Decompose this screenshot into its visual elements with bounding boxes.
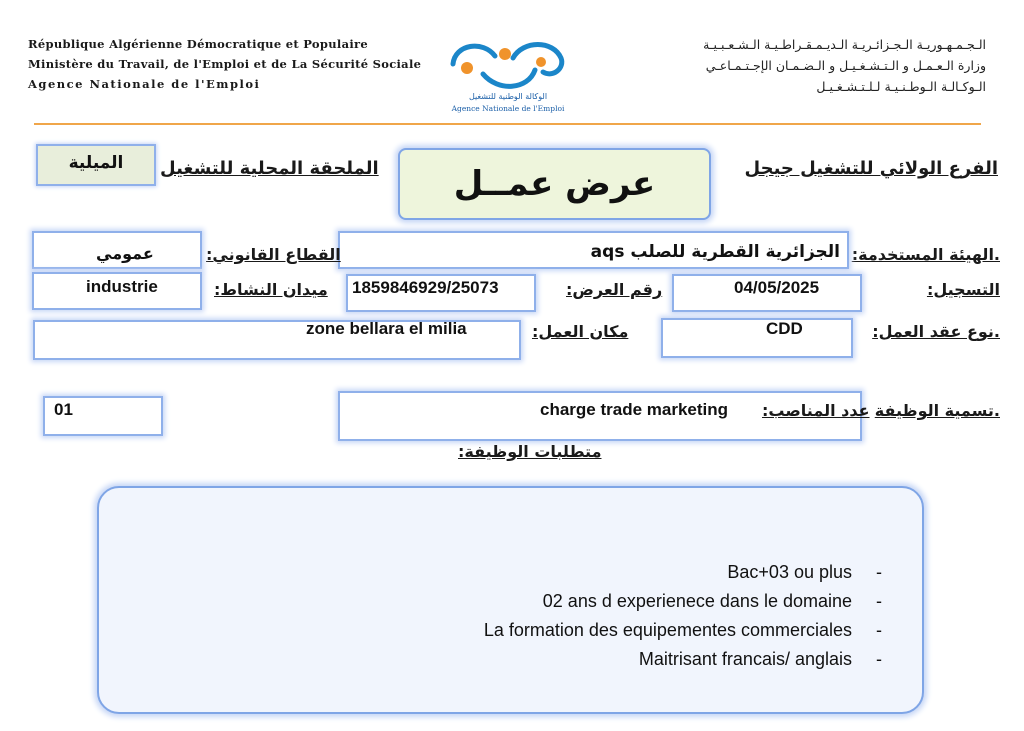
anem-logo <box>443 34 573 116</box>
activity-label: ميدان النشاط: <box>214 280 328 299</box>
requirement-item: Bac+03 ou plus <box>727 562 852 582</box>
employer-label: .الهيئة المستخدمة: <box>851 245 1000 264</box>
header-ar-agency: الـوكـالـة الـوطـنـيـة لـلـتـشـغـيـل <box>816 79 986 94</box>
requirements-label: متطلبات الوظيفة: <box>458 442 602 461</box>
legal-sector-value: عمومي <box>96 244 154 263</box>
requirement-item: La formation des equipementes commerciales <box>483 620 852 640</box>
header-fr-ministry: Ministère du Travail, de l'Emploi et de La Sécurité Sociale <box>28 57 422 71</box>
local-agency-value: الميلية <box>68 153 124 173</box>
header-ar-ministry: وزارة الـعـمـل و الـتـشـغـيـل و الـضـمـان الإجـتـمـاعـي <box>705 58 986 73</box>
job-title-value: charge trade marketing <box>540 400 729 419</box>
header-divider <box>34 123 981 125</box>
registration-value: 04/05/2025 <box>734 278 820 297</box>
employer-value: الجزائرية القطرية للصلب aqs <box>590 242 840 262</box>
offer-number-value: 1859846929/25073 <box>352 278 499 297</box>
positions-label: عدد المناصب: <box>762 401 870 420</box>
job-title-label: .تسمية الوظيفة <box>874 401 1000 420</box>
requirements-box <box>97 486 924 714</box>
registration-label: التسجيل: <box>926 280 1000 299</box>
branch-title: الفرع الولائي للتشغيل جيجل <box>744 158 998 179</box>
header-fr-republic: République Algérienne Démocratique et Populaire <box>28 37 368 51</box>
activity-value: industrie <box>86 277 158 296</box>
local-agency-label: الملحقة المحلية للتشغيل <box>160 158 379 179</box>
requirement-bullet: - <box>876 562 882 582</box>
header-fr-agency: Agence Nationale de l'Emploi <box>28 77 261 91</box>
requirement-bullet: - <box>876 591 882 611</box>
workplace-label: مكان العمل: <box>532 322 629 341</box>
job-offer-title-box <box>398 148 711 220</box>
contract-label: .نوع عقد العمل: <box>872 322 1000 341</box>
requirement-item: 02 ans d experienece dans le domaine <box>542 591 852 611</box>
positions-value: 01 <box>54 400 73 419</box>
contract-value: CDD <box>766 319 803 338</box>
legal-sector-label: القطاع القانوني: <box>206 245 341 264</box>
requirement-bullet: - <box>876 649 882 669</box>
requirement-item: Maitrisant francais/ anglais <box>638 649 852 669</box>
workplace-value: zone bellara el milia <box>306 319 467 338</box>
logo-ar-text: الوكالة الوطنية للتشغيل <box>468 92 548 101</box>
header-ar-republic: الـجـمـهـوريـة الـجـزائـريـة الـديـمـقـراطـيـة الـشـعـبـيـة <box>703 37 986 52</box>
offer-number-label: رقم العرض: <box>566 280 663 299</box>
logo-fr-text: Agence Nationale de l'Emploi <box>451 104 565 113</box>
requirement-bullet: - <box>876 620 882 640</box>
job-offer-title: عرض عمــل <box>453 164 656 204</box>
local-agency-box <box>36 144 156 186</box>
anem-logo-icon <box>443 34 573 96</box>
contract-box <box>661 318 853 358</box>
